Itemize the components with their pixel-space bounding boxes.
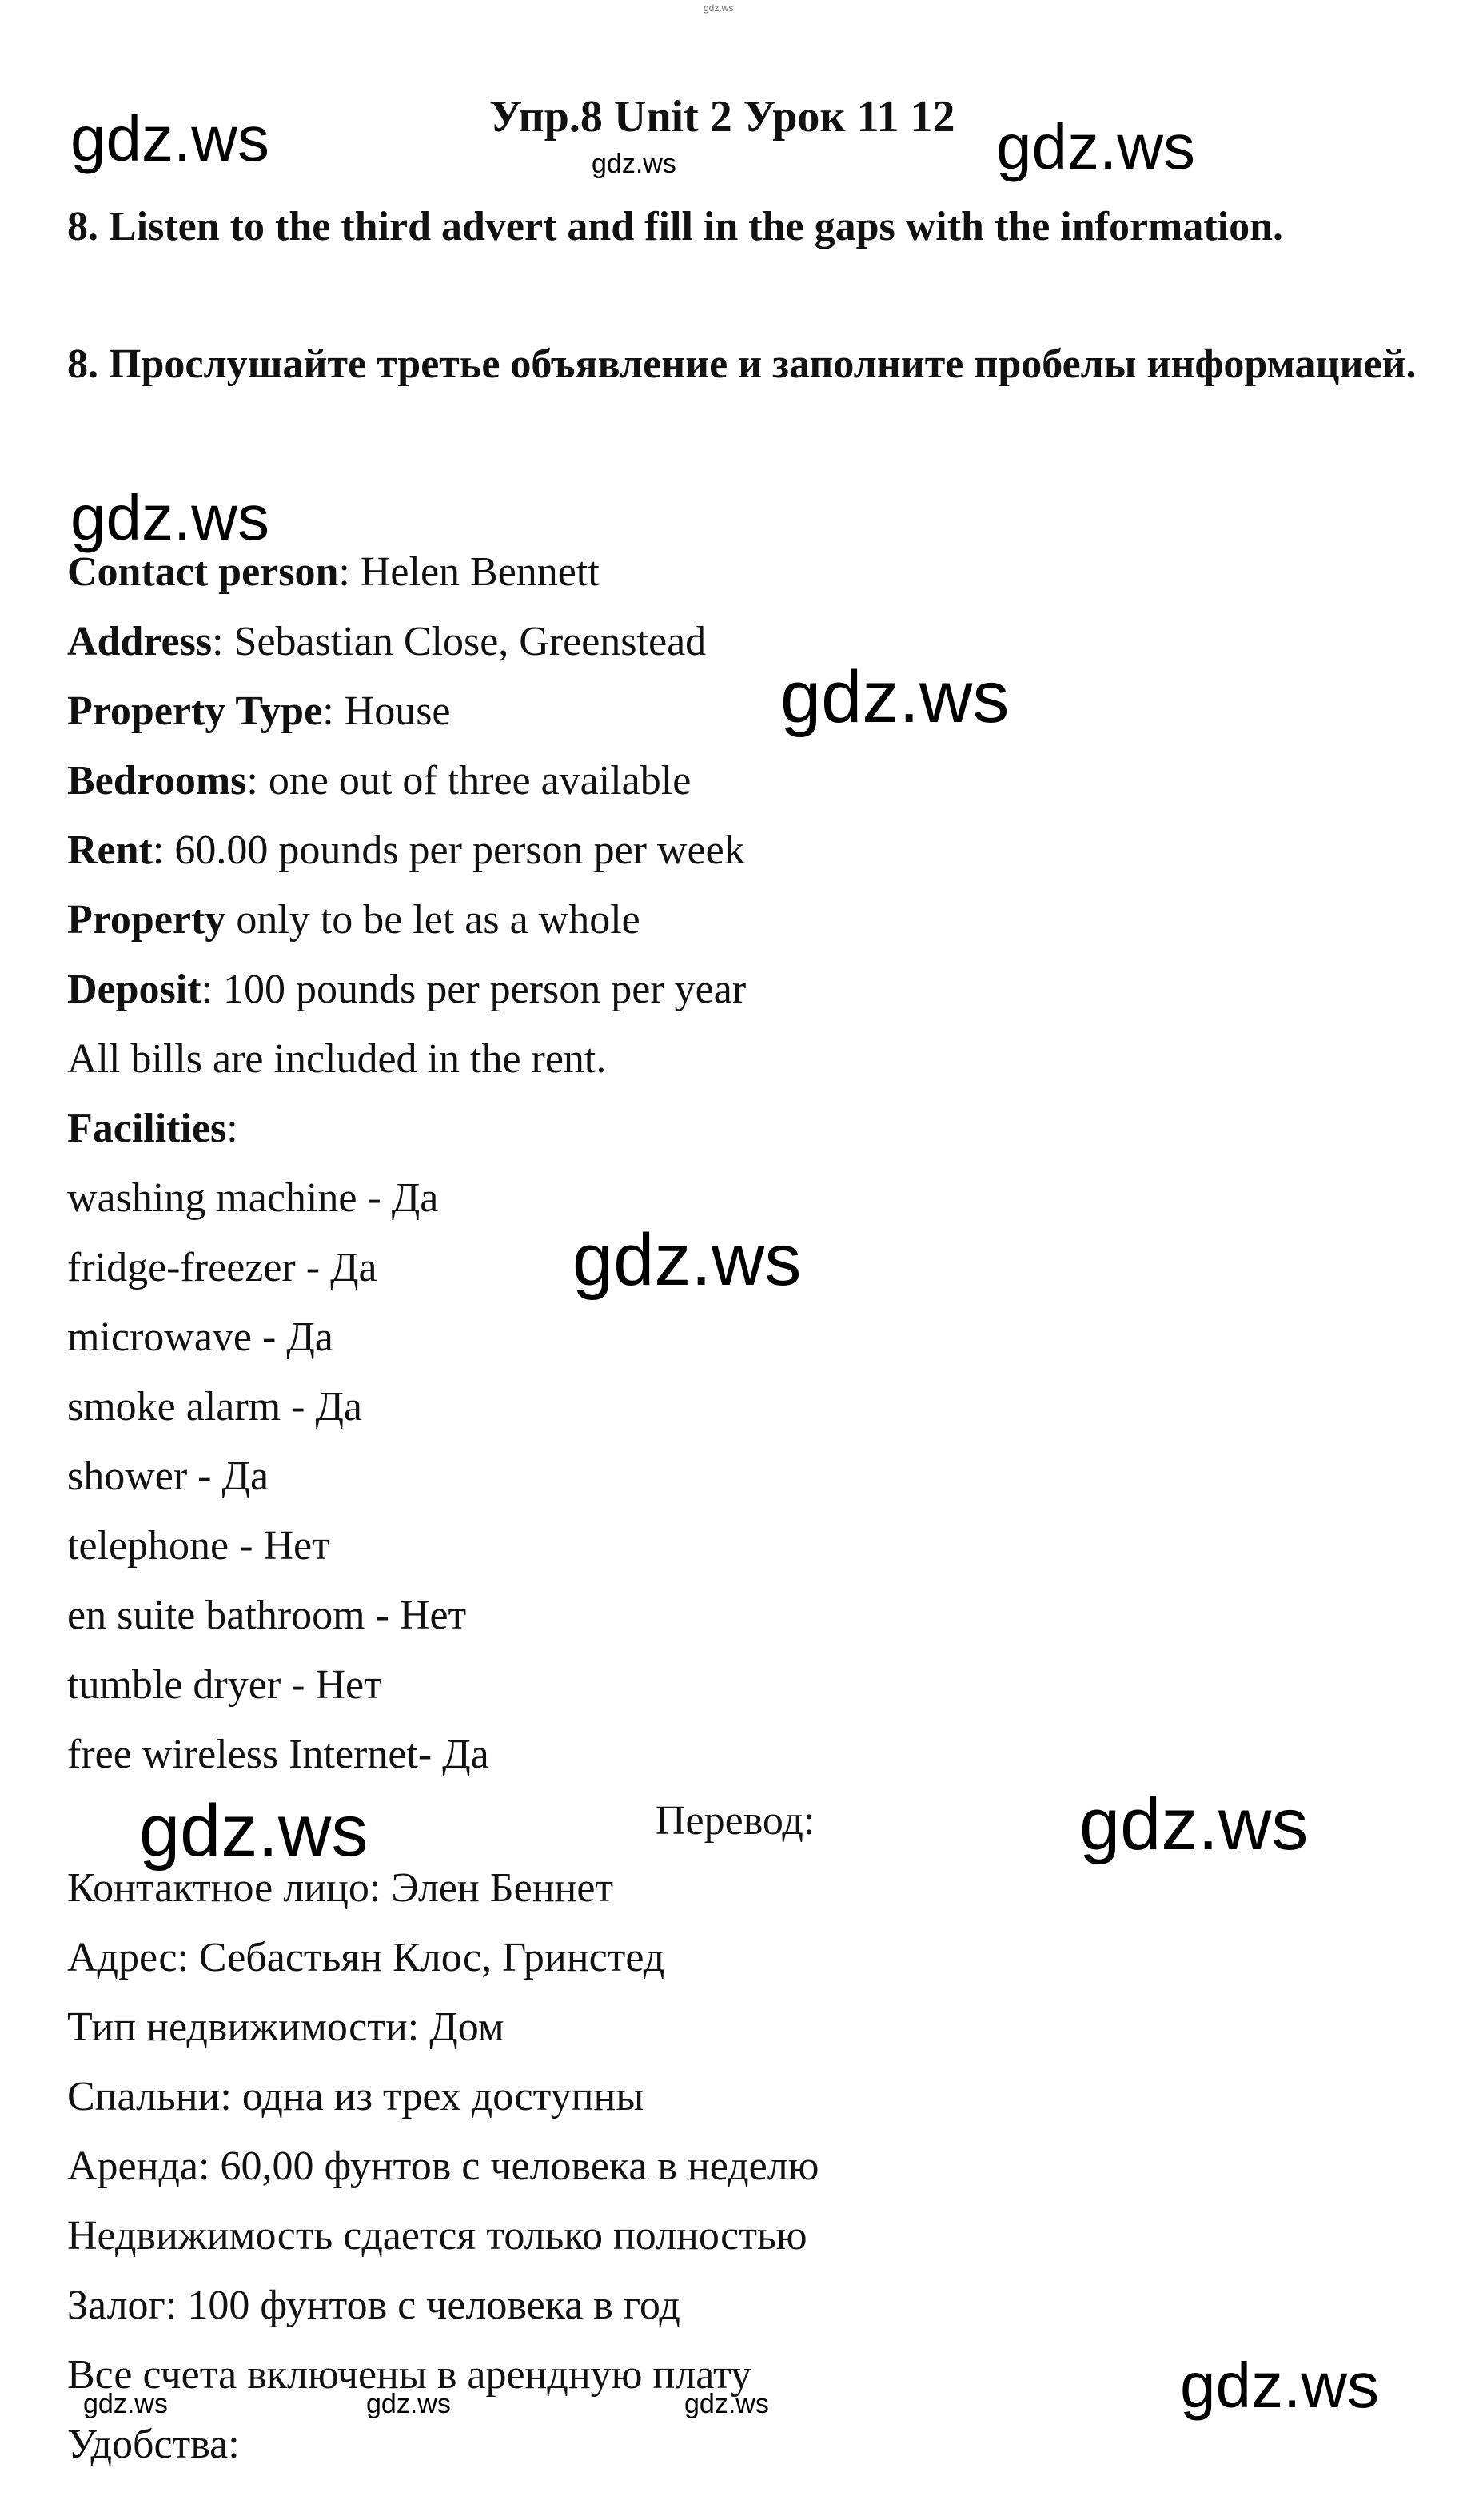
facility-item: microwave - Да	[67, 1314, 333, 1360]
field-row	[67, 827, 745, 873]
field-value: : Sebastian Close, Greenstead	[212, 619, 707, 664]
page-title: Упр.8 Unit 2 Урок 11 12	[489, 92, 955, 142]
field-row	[67, 549, 600, 595]
field-row	[67, 760, 691, 802]
field-label: Property Type	[67, 688, 323, 734]
field-row	[67, 1108, 238, 1150]
facility-item: smoke alarm - Да	[67, 1384, 363, 1429]
watermark: gdz.ws	[70, 482, 269, 553]
translation-line: Адрес: Себастьян Клос, Гринстед	[67, 1935, 665, 1980]
translation-line: Контактное лицо: Элен Беннет	[67, 1865, 614, 1911]
translation-line: Все счета включены в арендную плату	[67, 2352, 752, 2398]
facility-item: tumble dryer - Нет	[67, 1662, 382, 1708]
field-row	[67, 899, 640, 941]
instruction-english: 8. Listen to the third advert and fill in the gaps with the information.	[67, 204, 1284, 249]
facility-item: free wireless Internet- Да	[67, 1732, 489, 1777]
field-label: Contact person	[67, 549, 339, 595]
facility-item: washing machine - Да	[67, 1175, 439, 1221]
facility-item: shower - Да	[67, 1453, 269, 1499]
field-value: : 100 pounds per person per year	[201, 967, 747, 1012]
translation-line: Тип недвижимости: Дом	[67, 2004, 504, 2050]
watermark-small: gdz.ws	[592, 149, 676, 179]
field-label: Property	[67, 897, 226, 943]
field-value: : Helen Bennett	[338, 549, 600, 595]
field-row	[67, 688, 451, 734]
watermark-small: gdz.ws	[83, 2389, 168, 2419]
facility-item: fridge-freezer - Да	[67, 1245, 377, 1290]
field-label: Deposit	[67, 967, 201, 1012]
field-value: All bills are included in the rent.	[67, 1036, 607, 1082]
watermark: gdz.ws	[996, 111, 1195, 182]
translation-line: Удобства:	[67, 2422, 240, 2467]
field-value: : 60.00 pounds per person per week	[152, 827, 745, 873]
translation-line: Спальни: одна из трех доступны	[67, 2074, 644, 2119]
watermark: gdz.ws	[1079, 1784, 1309, 1865]
watermark-tiny: gdz.ws	[704, 2, 734, 14]
field-row	[67, 969, 746, 1011]
watermark: gdz.ws	[1180, 2350, 1379, 2421]
watermark: gdz.ws	[70, 103, 269, 174]
field-value: : House	[322, 688, 451, 734]
facility-item: en suite bathroom - Нет	[67, 1593, 467, 1638]
watermark-small: gdz.ws	[684, 2389, 769, 2419]
watermark-small: gdz.ws	[366, 2389, 451, 2419]
field-value: : one out of three available	[246, 758, 692, 803]
translation-line: Недвижимость сдается только полностью	[67, 2213, 807, 2259]
field-label: Address	[67, 619, 213, 664]
translation-line: Залог: 100 фунтов с человека в год	[67, 2283, 680, 2328]
translation-heading: Перевод:	[656, 1798, 815, 1844]
field-label: Facilities	[67, 1106, 227, 1151]
field-label: Rent	[67, 827, 153, 873]
field-row	[67, 1036, 607, 1082]
watermark: gdz.ws	[572, 1219, 802, 1301]
watermark: gdz.ws	[780, 656, 1010, 738]
translation-line: Аренда: 60,00 фунтов с человека в неделю	[67, 2143, 819, 2189]
facility-item: telephone - Нет	[67, 1523, 330, 1569]
instruction-russian: 8. Прослушайте третье объявление и заполните пробелы информацией.	[67, 341, 1417, 387]
field-row	[67, 621, 706, 663]
field-label: Bedrooms	[67, 758, 247, 803]
watermark: gdz.ws	[139, 1790, 369, 1872]
field-value: only to be let as a whole	[225, 897, 640, 943]
field-value: :	[226, 1106, 238, 1151]
